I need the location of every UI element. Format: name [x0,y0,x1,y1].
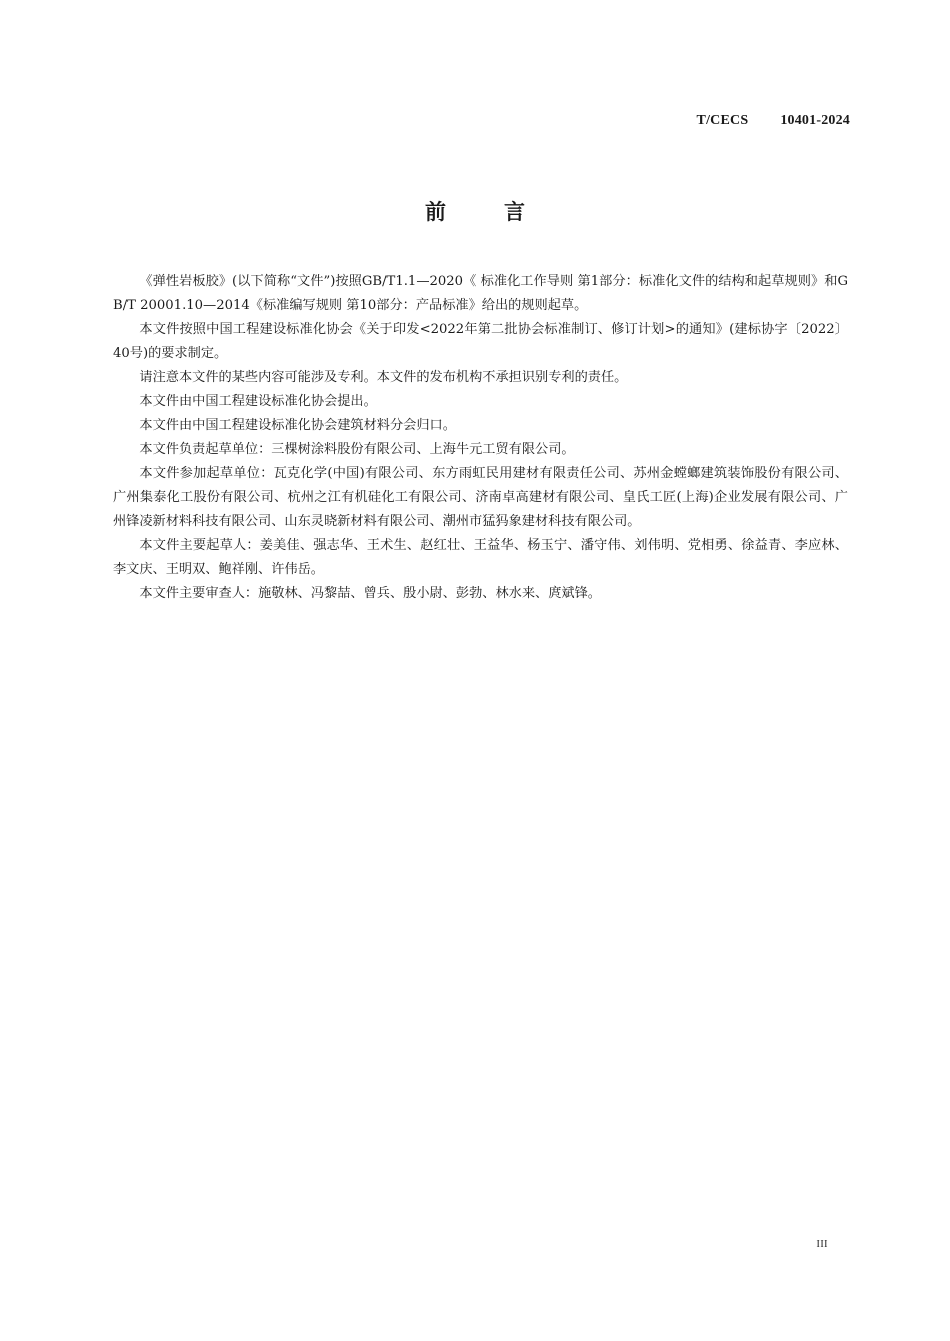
paragraph-patent-notice: 请注意本文件的某些内容可能涉及专利。本文件的发布机构不承担识别专利的责任。 [139,370,628,385]
paragraph-centralized-unit: 本文件由中国工程建设标准化协会建筑材料分会归口。 [139,418,456,433]
paragraph-lead-drafters: 本文件负责起草单位：三棵树涂料股份有限公司、上海牛元工贸有限公司。 [139,442,575,457]
paragraph-proposer: 本文件由中国工程建设标准化协会提出。 [139,394,377,409]
page-title [0,196,950,226]
title-char-2: 言 [504,200,525,224]
foreword-body [113,270,848,606]
standard-number: 10401-2024 [780,113,850,128]
paragraph-main-reviewers: 本文件主要审查人：施敬林、冯黎喆、曾兵、殷小尉、彭勃、林水来、庹斌锋。 [139,586,601,601]
paragraph-participating-drafters: 本文件参加起草单位：瓦克化学(中国)有限公司、东方雨虹民用建材有限责任公司、苏州金螳螂建筑装饰股份有限公司、广州集泰化工股份有限公司、杭州之江有机硅化工有限公司、济南卓高建材有限公司、皇氏工匠(上海)企业发展有限公司、广州锋凌新材料科技有限公司、山东灵晓新材料有限公司、潮州市猛犸象建材科技有限公司。 [113,466,848,529]
title-char-1: 前 [425,200,446,224]
standard-org: T/CECS [696,113,749,128]
page-number: III [816,1239,828,1250]
paragraph-drafting-rules: 《弹性岩板胶》(以下简称“文件”)按照GB/T1.1—2020《 标准化工作导则 第1部分：标准化文件的结构和起草规则》和GB/T 20001.10—2014《标准编写规则 第10部分：产品标准》给出的规则起草。 [113,274,848,313]
paragraph-plan-notice: 本文件按照中国工程建设标准化协会《关于印发<2022年第二批协会标准制订、修订计划>的通知》(建标协字〔2022〕40号)的要求制定。 [113,322,848,361]
document-code [697,113,850,129]
paragraph-main-drafters: 本文件主要起草人：姜美佳、强志华、王术生、赵红壮、王益华、杨玉宁、潘守伟、刘伟明、党相勇、徐益青、李应林、李文庆、王明双、鲍祥刚、许伟岳。 [113,538,848,577]
